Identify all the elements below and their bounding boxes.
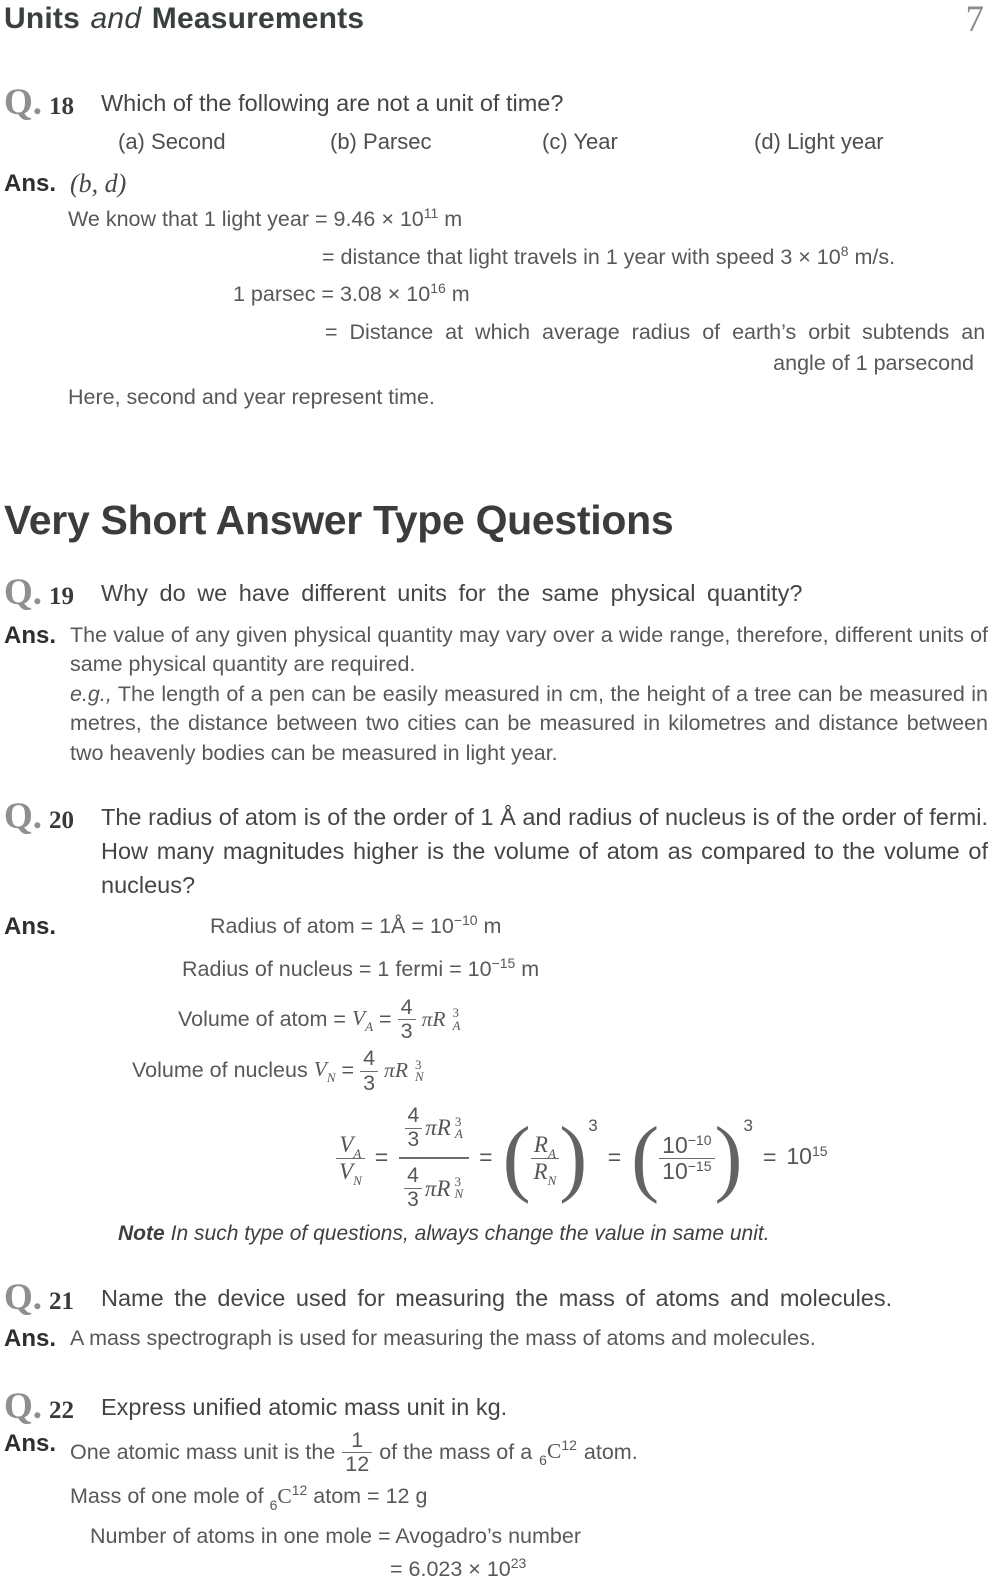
question-22-marker (4, 1385, 101, 1427)
answer-19-label: Ans. (4, 621, 57, 649)
lightyear-definition-line: We know that 1 light year = $9.46 \times 10^{11}$ m (68, 204, 463, 231)
exponent: 23 (510, 1555, 527, 1571)
q-glyph: Q. (4, 1385, 43, 1427)
note-line (118, 1220, 988, 1247)
option-a-text: Second (151, 129, 226, 154)
equals-sign: = (607, 1144, 622, 1171)
page-number: 7 (965, 0, 984, 40)
question-20-block (4, 796, 988, 1247)
four-thirds-fraction: $\frac{4}{3}$ (360, 1047, 378, 1094)
pi-r-cubed: πR (421, 1006, 446, 1031)
option-a-label: (a) (118, 129, 145, 154)
lightyear-explanation-line: = distance that light travels in 1 year with speed $3 \times 10^8$ m/s. (322, 242, 896, 269)
radius-ratio-cubed: ( $\frac{R_A}{R_N}$ ) 3 (502, 1110, 598, 1206)
question-22-text: Express unified atomic mass unit in kg. (101, 1393, 508, 1420)
option-c-label: (c) (542, 129, 568, 154)
parsec-explanation-continuation: angle of 1 parsecond (773, 350, 974, 375)
parsec-definition-line: 1 $parsec = 3.08 \times 10^{16}$ m (233, 279, 470, 306)
question-21-block (4, 1276, 988, 1354)
answer-18-row (4, 169, 988, 201)
option-b-label: (b) (330, 129, 357, 154)
question-19-number: 19 (49, 582, 75, 610)
q-glyph: Q. (4, 82, 43, 123)
page-header (4, 0, 988, 40)
q20-main-equation (336, 1103, 988, 1214)
answer-20-label: Ans. (4, 913, 57, 940)
question-18-block (4, 82, 988, 412)
va-over-vn-fraction: $\frac{V_A}{V_N}$ (336, 1132, 365, 1185)
sub-sup-stack: 3 N (414, 1056, 424, 1085)
question-21-row (4, 1276, 988, 1318)
answer-21-label: Ans. (4, 1324, 57, 1352)
option-d-text: Light year (787, 129, 884, 154)
answer-19-paragraph-2 (70, 680, 988, 769)
answer-22-label: Ans. (4, 1429, 57, 1457)
mole-mass-line: Mass of one mole of $_6C^{12}$ atom = 12 g (70, 1482, 428, 1513)
question-19-marker (4, 571, 101, 613)
question-20-marker (4, 796, 101, 837)
volume-of-nucleus-line: Volume of nucleus $V_N$ = $\frac{4}{3}$ πR 3 N (132, 1046, 424, 1095)
exponent: −10 (453, 912, 478, 928)
exponent: 11 (423, 204, 439, 221)
answer-19-body (70, 621, 988, 769)
chapter-title (4, 0, 364, 38)
sub-sup-stack: 3 A (452, 1005, 461, 1033)
radius-of-nucleus-line: Radius of nucleus = 1 fermi = $10^{-15}$ m (182, 954, 540, 981)
exponent: 8 (840, 242, 849, 259)
answer-18-choice: (b, d) (70, 169, 127, 198)
answer-19-row (4, 621, 988, 769)
conclusion-line: Here, second and year represent time. (68, 384, 435, 409)
answer-21-text: A mass spectrograph is used for measuring the mass of atoms and molecules. (70, 1325, 816, 1350)
question-21-text: Name the device used for measuring the mass of atoms and molecules. (101, 1284, 893, 1311)
carbon-12-symbol: $_6C^{12}$ (539, 1436, 577, 1468)
answer-18-working (4, 205, 988, 412)
radius-of-atom-line: Radius of atom = 1Å = $10^{-10}$ m (210, 912, 502, 938)
question-21-number: 21 (49, 1287, 75, 1315)
option-d (754, 127, 966, 157)
exponent: −15 (491, 954, 516, 971)
ten-power-ratio-cubed: ( $\frac{10^{-10}}{10^{-15}}$ ) 3 (631, 1110, 753, 1206)
parsec-explanation-line: = Distance at which average radius of earth’s orbit subtends an (325, 319, 986, 344)
option-c (542, 127, 754, 157)
left-paren: ( (502, 1110, 531, 1206)
power-3: 3 (588, 1116, 598, 1136)
question-21-marker (4, 1276, 101, 1318)
answer-22-body (70, 1429, 988, 1587)
section-heading: Very Short Answer Type Questions (4, 496, 674, 543)
equals-sign: = (762, 1144, 777, 1171)
question-22-row (4, 1385, 988, 1427)
right-paren: ) (559, 1110, 588, 1206)
chapter-title-and: and (90, 2, 142, 35)
q-glyph: Q. (4, 571, 43, 613)
question-22-block (4, 1385, 988, 1587)
question-19-block (4, 571, 988, 769)
option-b-text: Parsec (363, 129, 432, 154)
question-18-options (118, 127, 988, 157)
pi-r-cubed: πR (384, 1058, 408, 1083)
answer-19-paragraph-1: The value of any given physical quantity may vary over a wide range, therefore, different units of same physical quantity are required. (70, 622, 988, 676)
volume-of-atom-line: Volume of atom = $V_A$ = $\frac{4}{3}$ πR 3 A (178, 995, 461, 1044)
answer-18-body (70, 169, 988, 201)
equals-sign: = (479, 1144, 493, 1171)
question-18-marker (4, 82, 101, 123)
eg-label: e.g., (70, 681, 112, 706)
volume-ratio-fraction: $\frac{4}{3}$ πR 3 A $\frac{4}{3}$ πR 3 N (398, 1103, 469, 1214)
exponent: 16 (430, 279, 446, 296)
chapter-title-word-1: Units (4, 2, 80, 35)
question-18-number: 18 (49, 93, 75, 120)
avogadro-line: Number of atoms in one mole = Avogadro’s number (90, 1523, 581, 1548)
answer-20-row (4, 912, 988, 1247)
q-glyph: Q. (4, 1276, 43, 1318)
note-label: Note (118, 1221, 165, 1245)
power-3: 3 (743, 1116, 753, 1136)
one-twelfth-fraction: $\frac{1}{12}$ (342, 1429, 372, 1476)
note-text: In such type of questions, always change the value in same unit. (170, 1221, 770, 1245)
answer-19-example-text: The length of a pen can be easily measured in cm, the height of a tree can be measured in metres, the distance between two cities can be measured in kilometres and distance between two heavenly bodies can be measured in light year. (70, 681, 988, 765)
equals-sign: = (374, 1144, 389, 1171)
q-glyph: Q. (4, 796, 43, 837)
option-c-text: Year (573, 129, 618, 154)
chapter-title-word-2: Measurements (151, 2, 365, 35)
volume-nucleus-label: Volume of nucleus (132, 1058, 308, 1083)
question-20-text: The radius of atom is of the order of 1 Å and radius of nucleus is of the order of fermi. How many magnitudes higher is the volume of atom as compared to the volume of nucleus? (101, 804, 988, 898)
volume-nucleus-symbol: $V_N$ (313, 1057, 336, 1086)
question-20-number: 20 (49, 807, 75, 834)
answer-20-body (70, 912, 988, 1247)
question-20-row (4, 796, 988, 902)
volume-atom-symbol: $V_A$ (351, 1005, 374, 1034)
avogadro-value-line: = $6.023 \times 10^{23}$ (390, 1555, 527, 1581)
result-value: $10^{15}$ (786, 1142, 828, 1169)
option-b (330, 127, 542, 157)
question-22-number: 22 (49, 1396, 75, 1424)
amu-definition-line: One atomic mass unit is the $\frac{1}{12}$ of the mass of a $_6C^{12}$ atom. (70, 1427, 638, 1476)
volume-atom-label: Volume of atom (178, 1006, 328, 1031)
carbon-12-symbol: $_6C^{12}$ (269, 1482, 308, 1513)
question-18-text: Which of the following are not a unit of time? (101, 90, 564, 116)
answer-21-row (4, 1324, 988, 1354)
answer-18-label: Ans. (4, 170, 57, 197)
option-a (118, 127, 330, 157)
left-paren: ( (631, 1110, 660, 1206)
question-19-row (4, 571, 988, 613)
question-18-row (4, 82, 988, 123)
question-19-text: Why do we have different units for the same physical quantity? (101, 579, 803, 606)
right-paren: ) (714, 1110, 743, 1206)
option-d-label: (d) (754, 129, 781, 154)
four-thirds-fraction: $\frac{4}{3}$ (398, 996, 416, 1043)
answer-22-row (4, 1429, 988, 1587)
